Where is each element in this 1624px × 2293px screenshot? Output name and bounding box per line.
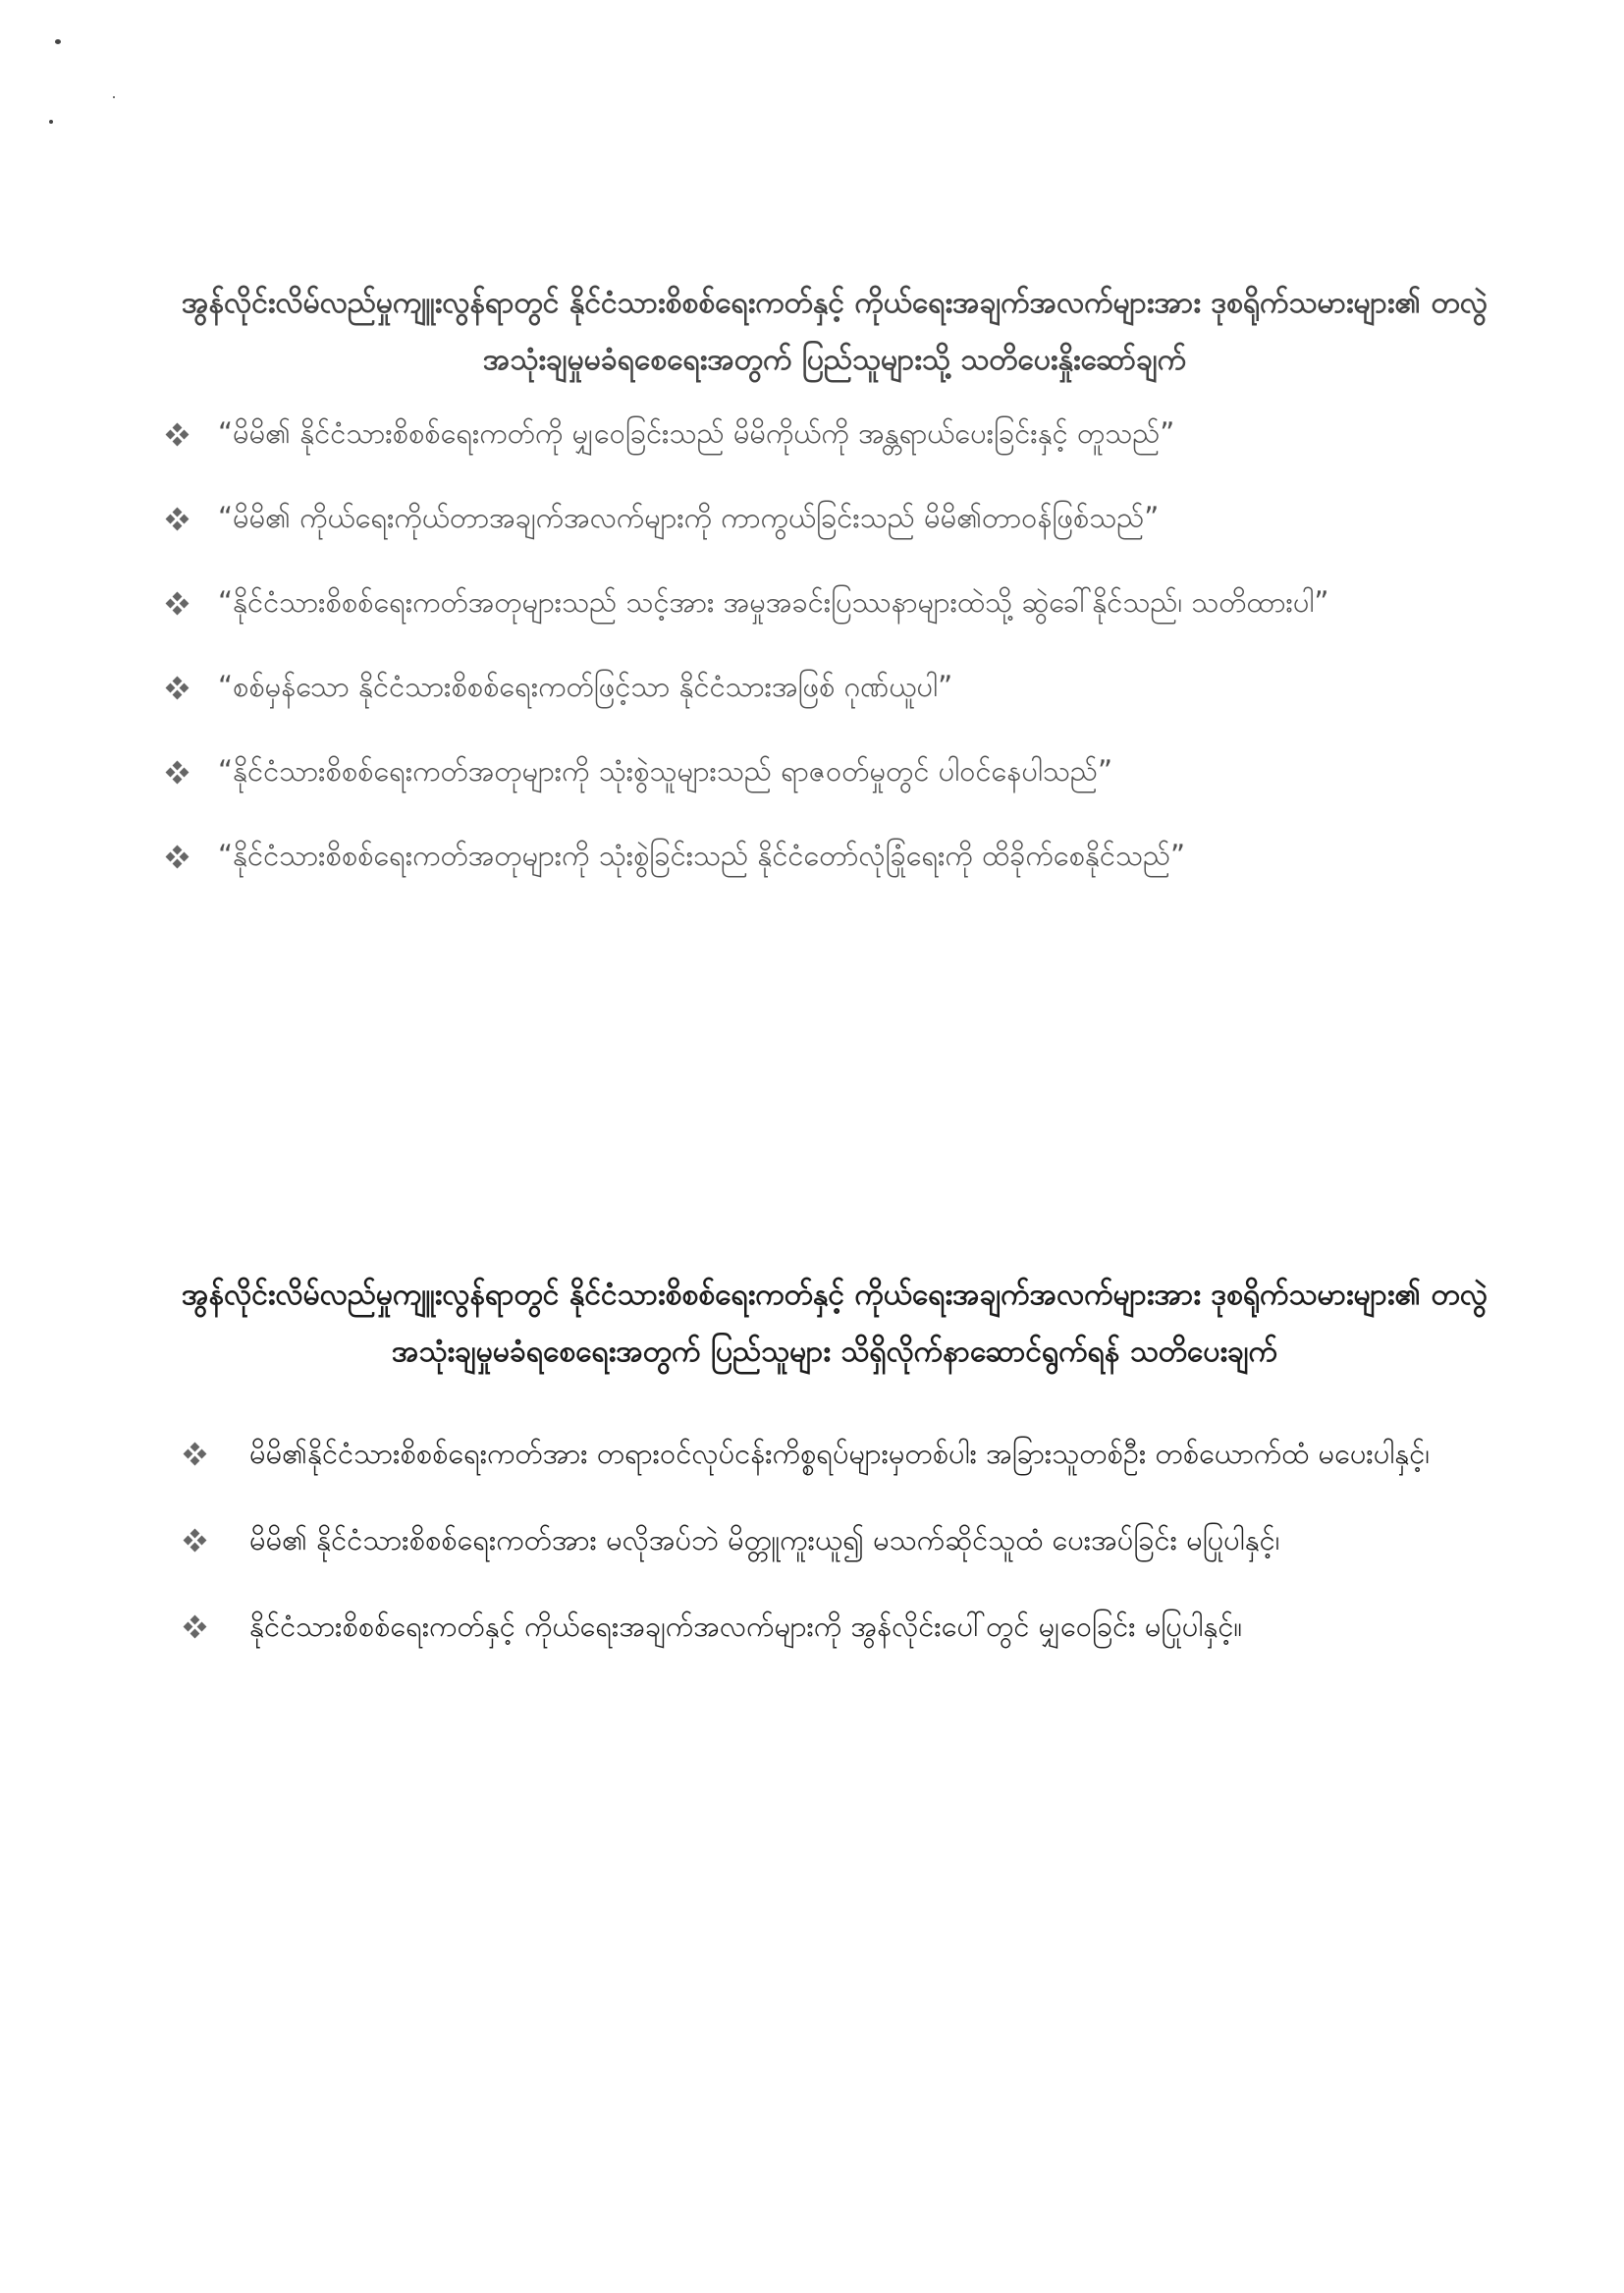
list-item-text: “နိုင်ငံသားစိစစ်ရေးကတ်အတုများကို သုံးစွဲခြင်းသည် နိုင်ငံတော်လုံခြုံရေးကို ထိခိုက်စေနိုင်သည်” — [218, 839, 1186, 872]
section-heading: အွန်လိုင်းလိမ်လည်မှုကျူးလွန်ရာတွင် နိုင်ငံသားစိစစ်ရေးကတ်နှင့် ကိုယ်ရေးအချက်အလက်များအား ဒုစရိုက်သမားများ၏ တလွဲအသုံးချမှုမခံရစေရေးအတွက် ပြည်သူများ သိရှိလိုက်နာဆောင်ရွက်ရန် သတိပေးချက် — [182, 1278, 1488, 1369]
list-item-text: “စစ်မှန်သော နိုင်ငံသားစိစစ်ရေးကတ်ဖြင့်သာ နိုင်ငံသားအဖြစ် ဂုဏ်ယူပါ” — [218, 670, 953, 703]
diamond-dots-icon — [167, 762, 189, 784]
list-item-text: မိမိ၏ နိုင်ငံသားစိစစ်ရေးကတ်အား မလိုအပ်ဘဲ မိတ္တူကူးယူ၍ မသက်ဆိုင်သူထံ ပေးအပ်ခြင်း မပြုပါနှင့်၊ — [249, 1523, 1280, 1556]
diamond-dots-icon — [167, 509, 189, 530]
diamond-dots-icon — [185, 1616, 206, 1638]
list-item — [147, 656, 1522, 717]
diamond-dots-icon — [185, 1530, 206, 1552]
list-item — [147, 487, 1522, 548]
list-item-text: “မိမိ၏ ကိုယ်ရေးကိုယ်တာအချက်အလက်များကို ကာကွယ်ခြင်းသည် မိမိ၏တာဝန်ဖြစ်သည်” — [218, 501, 1160, 534]
awareness-notice-section — [147, 275, 1522, 909]
slogan-list — [147, 403, 1522, 886]
list-item-text: မိမိ၏နိုင်ငံသားစိစစ်ရေးကတ်အား တရားဝင်လုပ်ငန်းကိစ္စရပ်များမှတစ်ပါး အခြားသူတစ်ဦး တစ်ယောက်ထံ မပေးပါနှင့်၊ — [249, 1437, 1430, 1470]
list-item-text: “မိမိ၏ နိုင်ငံသားစိစစ်ရေးကတ်ကို မျှဝေခြင်းသည် မိမိကိုယ်ကို အန္တရာယ်ပေးခြင်းနှင့် တူသည်” — [218, 416, 1175, 450]
guidance-notice-section — [147, 1267, 1522, 1673]
list-item — [147, 1501, 1522, 1579]
diamond-dots-icon — [167, 678, 189, 699]
diamond-dots-icon — [185, 1444, 206, 1465]
diamond-dots-icon — [167, 846, 189, 868]
list-item — [147, 1414, 1522, 1493]
list-item — [147, 1587, 1522, 1665]
guidance-list — [147, 1414, 1522, 1665]
scan-speck — [55, 39, 61, 44]
diamond-dots-icon — [167, 424, 189, 446]
list-item — [147, 403, 1522, 464]
section-heading: အွန်လိုင်းလိမ်လည်မှုကျူးလွန်ရာတွင် နိုင်ငံသားစိစစ်ရေးကတ်နှင့် ကိုယ်ရေးအချက်အလက်များအား ဒုစရိုက်သမားများ၏ တလွဲအသုံးချမှုမခံရစေရေးအတွက် ပြည်သူများသို့ သတိပေးနှိုးဆော်ချက် — [182, 286, 1488, 377]
diamond-dots-icon — [167, 593, 189, 615]
list-item — [147, 825, 1522, 886]
scan-speck — [49, 120, 53, 124]
scan-speck — [113, 96, 115, 98]
list-item — [147, 740, 1522, 801]
list-item-text: နိုင်ငံသားစိစစ်ရေးကတ်နှင့် ကိုယ်ရေးအချက်အလက်များကို အွန်လိုင်းပေါ်တွင် မျှဝေခြင်း မပြုပါနှင့်။ — [249, 1610, 1243, 1643]
list-item — [147, 572, 1522, 632]
list-item-text: “နိုင်ငံသားစိစစ်ရေးကတ်အတုများသည် သင့်အား အမှုအခင်းပြဿနာများထဲသို့ ဆွဲခေါ်နိုင်သည်၊ သတိထားပါ” — [218, 585, 1329, 619]
list-item-text: “နိုင်ငံသားစိစစ်ရေးကတ်အတုများကို သုံးစွဲသူများသည် ရာဇဝတ်မှုတွင် ပါဝင်နေပါသည်” — [218, 754, 1112, 788]
